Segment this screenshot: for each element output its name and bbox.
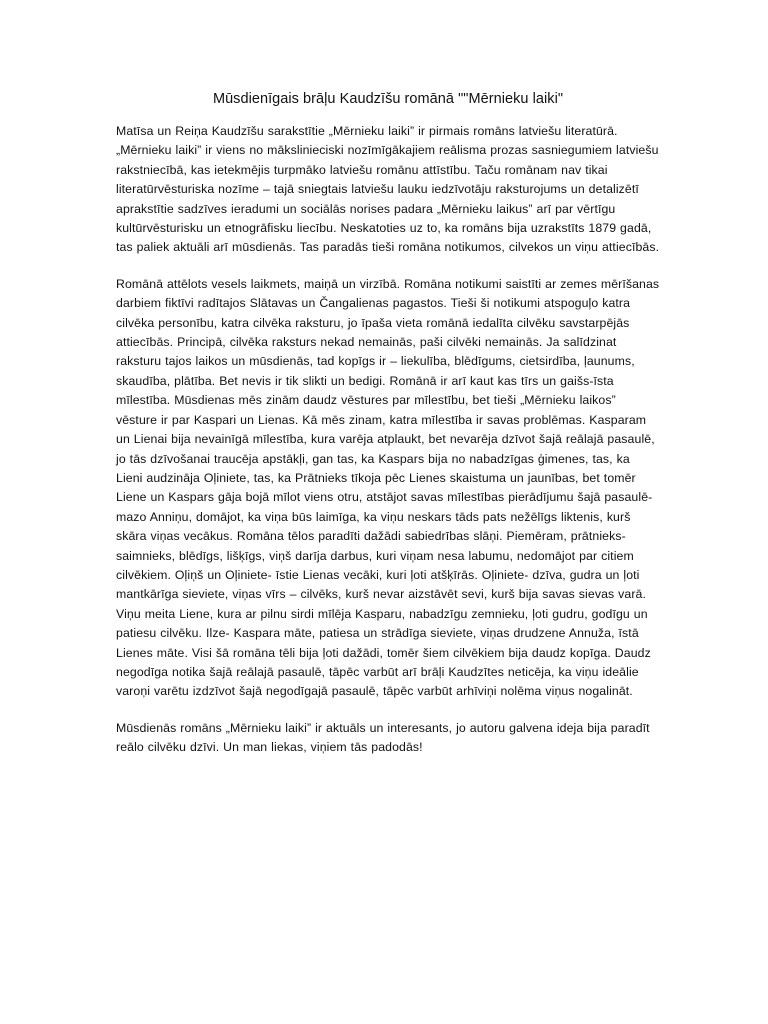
paragraph-intro: Matīsa un Reiņa Kaudzīšu sarakstītie „Mērnieku laiki” ir pirmais romāns latviešu literatūrā. „Mērnieku laiki” ir viens no mākslinieciski nozīmīgākajiem reālisma prozas sasniegumiem latviešu rakstniecībā, kas ietekmējis turpmāko latviešu romānu attīstību. Taču romānam nav tikai literatūrvēsturiska nozīme – tajā sniegtais latviešu lauku iedzīvotāju raksturojums un detalizētī aprakstītie sadzīves ieradumi un sociālās norises padara „Mērnieku laikus” arī par vērtīgu kultūrvēsturisku un etnogrāfisku liecību. Neskatoties uz to, ka romāns bija uzrakstīts 1879 gadā, tas paliek aktuāli arī mūsdienās. Tas paradās tieši romāna notikumos, cilvekos un viņu attiecībās. [116, 124, 660, 255]
paragraph-conclusion: Mūsdienās romāns „Mērnieku laiki” ir aktuāls un interesants, jo autoru galvena ideja bija paradīt reālo cilvēku dzīvi. Un man liekas, viņiem tās padodās! [116, 720, 650, 755]
document-page [116, 90, 660, 775]
paragraph-body: Romānā attēlots vesels laikmets, maiņā un virzībā. Romāna notikumi saistīti ar zemes mērīšanas darbiem fiktīvi radītajos Slātavas un Čangalienas pagastos. Tieši ši notikumi atspoguļo katra cilvēka personību, katra cilvēka raksturu, jo īpaša vieta romānā iedalīta cilvēku savstarpējās attiecībās. Principā, cilvēka raksturs nekad nemainās, paši cilvēki nemainās. Ja salīdzinat raksturu tajos laikos un mūsdienās, tad kopīgs ir – liekulība, blēdīgums, cietsirdība, ļaunums, skaudība, plātība. Bet nevis ir tik slikti un bedigi. Romānā ir arī kaut kas tīrs un gaišs-īsta mīlestība. Mūsdienas mēs zinām daudz vēstures par mīlestību, bet tieši „Mērnieku laikos” vēsture ir par Kaspari un Lienas. Kā mēs zinam, katra mīlestība ir savas problēmas. Kasparam un Lienai bija nevainīgā mīlestība, kura varēja atplaukt, bet nevarēja dzīvot šajā reālajā pasaulē, jo tās dzīvošanai traucēja apstākļi, gan tas, ka Kaspars bija no nabadzīgas ģimenes, tas, ka Lieni audzināja Oļiniete, tas, ka Prātnieks tīkoja pēc Lienes skaistuma un jaunības, bet tomēr Liene un Kaspars gāja bojā mīlot viens otru, atstājot savas mīlestības pierādījumu šajā pasaulē-mazo Anniņu, domājot, ka viņa būs laimīga, ka viņu neskars tāds pats nežēlīgs liktenis, kurš skāra viņas vecākus. Romāna tēlos paradīti dažādi sabiedrības slāņi. Piemēram, prātnieks- saimnieks, blēdīgs, lišķīgs, viņš darīja darbus, kuri viņam nesa labumu, nedomājot par citiem cilvēkiem. Oļiņš un Oļiniete- īstie Lienas vecāki, kuri ļoti atšķīrās. Oļiniete- dzīva, gudra un ļoti mantkārīga sieviete, viņas vīrs – cilvēks, kurš nevar aizstāvēt sevi, kurš bija savas sievas varā. Viņu meita Liene, kura ar pilnu sirdi mīlēja Kasparu, nabadzīgu zemnieku, ļoti gudru, godīgu un patiesu cilvēku. Ilze- Kaspara māte, patiesa un strādīga sieviete, viņas drudzene Annuža, īstā Lienes māte. Visi šā romāna tēli bija ļoti dažādi, tomēr šiem cilvēkiem bija daudz kopīga. Daudz negodīga notika šajā reālajā pasaulē, tāpēc varbūt arī brāļi Kaudzītes neticēja, ka viņu ideālie varoņi varētu izdzīvot šajā negodīgajā pasaulē, tāpēc varbūt arhīviņi nolēma viņus nogalināt. [116, 276, 660, 699]
document-title: Mūsdienīgais brāļu Kaudzīšu romānā ""Mērnieku laiki" [212, 91, 564, 107]
